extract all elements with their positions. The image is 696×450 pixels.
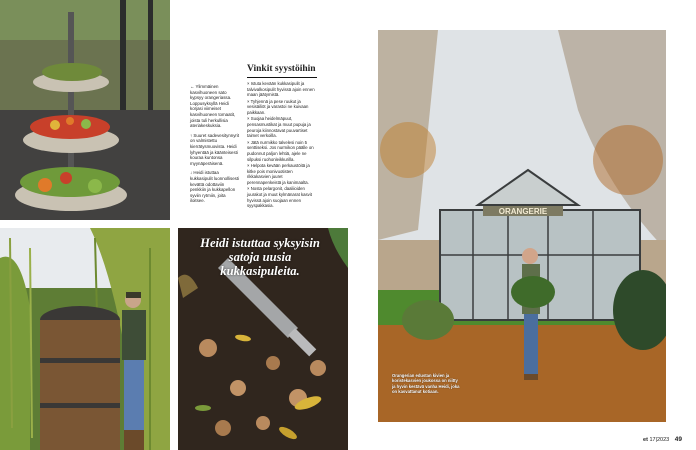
tips-item: × Helpota kevään perkaustöitä ja kitke pois monivuotisten rikkakasvien juuret perennapenkeistä ja kanimaalta.: [247, 162, 310, 185]
pull-quote: Heidi istuttaa syksyisin satoja uusia kukkasipuleita.: [200, 236, 320, 278]
issue-number: 17|2023: [649, 437, 670, 443]
tips-item: × Istuta kevään kukkasipulit ja talvivalkosipulit hyvissä ajoin ennen maan jäätymistä.: [247, 81, 315, 98]
rain-barrel-illustration: [0, 228, 170, 450]
page-folio: [643, 436, 682, 443]
tips-item: × Jätä nurmikko talvelesi noin 5 senttiseksi. Jos nurmikon päälle on pudonnut paljon lehtiä, ajele ne silpuksi ruohonleikkurilla.: [247, 139, 314, 162]
photo-vegetable-stand: [0, 0, 170, 220]
tips-list: [247, 81, 317, 209]
magazine-name: et: [643, 437, 648, 443]
greenhouse-illustration: [378, 30, 666, 422]
tips-item: × Suojaa heidelmäpuut, pensasmustikat ja muut pupuja ja peuroja kiinnostavat puuvartiset taimet verkoilla.: [247, 116, 311, 139]
photo-greenhouse: [378, 30, 666, 422]
vegetable-stand-illustration: [0, 0, 170, 220]
photo-rain-barrel: [0, 228, 170, 450]
greenhouse-sign: ORANGERIE: [498, 207, 548, 216]
tips-title: Vinkit syystöihin: [247, 64, 317, 78]
caption-column: [190, 84, 240, 208]
tips-item: × Tyhjennä ja pese ruukut ja vesisäiliöt ja varastoi ne kuivaan paikkaan.: [247, 98, 309, 116]
tips-item: × Nosta pelargonit, daaliioiden juurakot ja muut kylmänarat kasvit hyvissä ajoin suojaan ennen syyspakkasia.: [247, 186, 312, 209]
page-number: 49: [674, 436, 682, 443]
caption-bottom: ↓ Heidi istuttaa kukkasipulit luonnollisesti kevättä odottaviin penkkiin ja kukkapellon syviin rytmiin, joita iloitsee.: [190, 170, 240, 204]
caption-top-left: ← Ylimmäinen kasvihuoneen sato kypsyy orangeriassa. Loppusyksyllä Heidi korjasi viimeiset kasvihuoneen tomaatit, joista tuli herkullisia ateriakeskuksia.: [190, 84, 236, 129]
photo-caption: Orangerian edustan kivien ja koristekasvien joukossa on niitty ja hyvin kestävä vanha Heidi, joka on kasvattanut kotiaan.: [392, 373, 460, 394]
tips-box: [247, 64, 317, 209]
caption-middle: ↑ Suuret sadevesitynnyrit on valmistettu kierrätysmuovista. Heidi lyhyentää ja käänteisesti kouraa kuntonsa myynäperäisenä.: [190, 132, 240, 166]
